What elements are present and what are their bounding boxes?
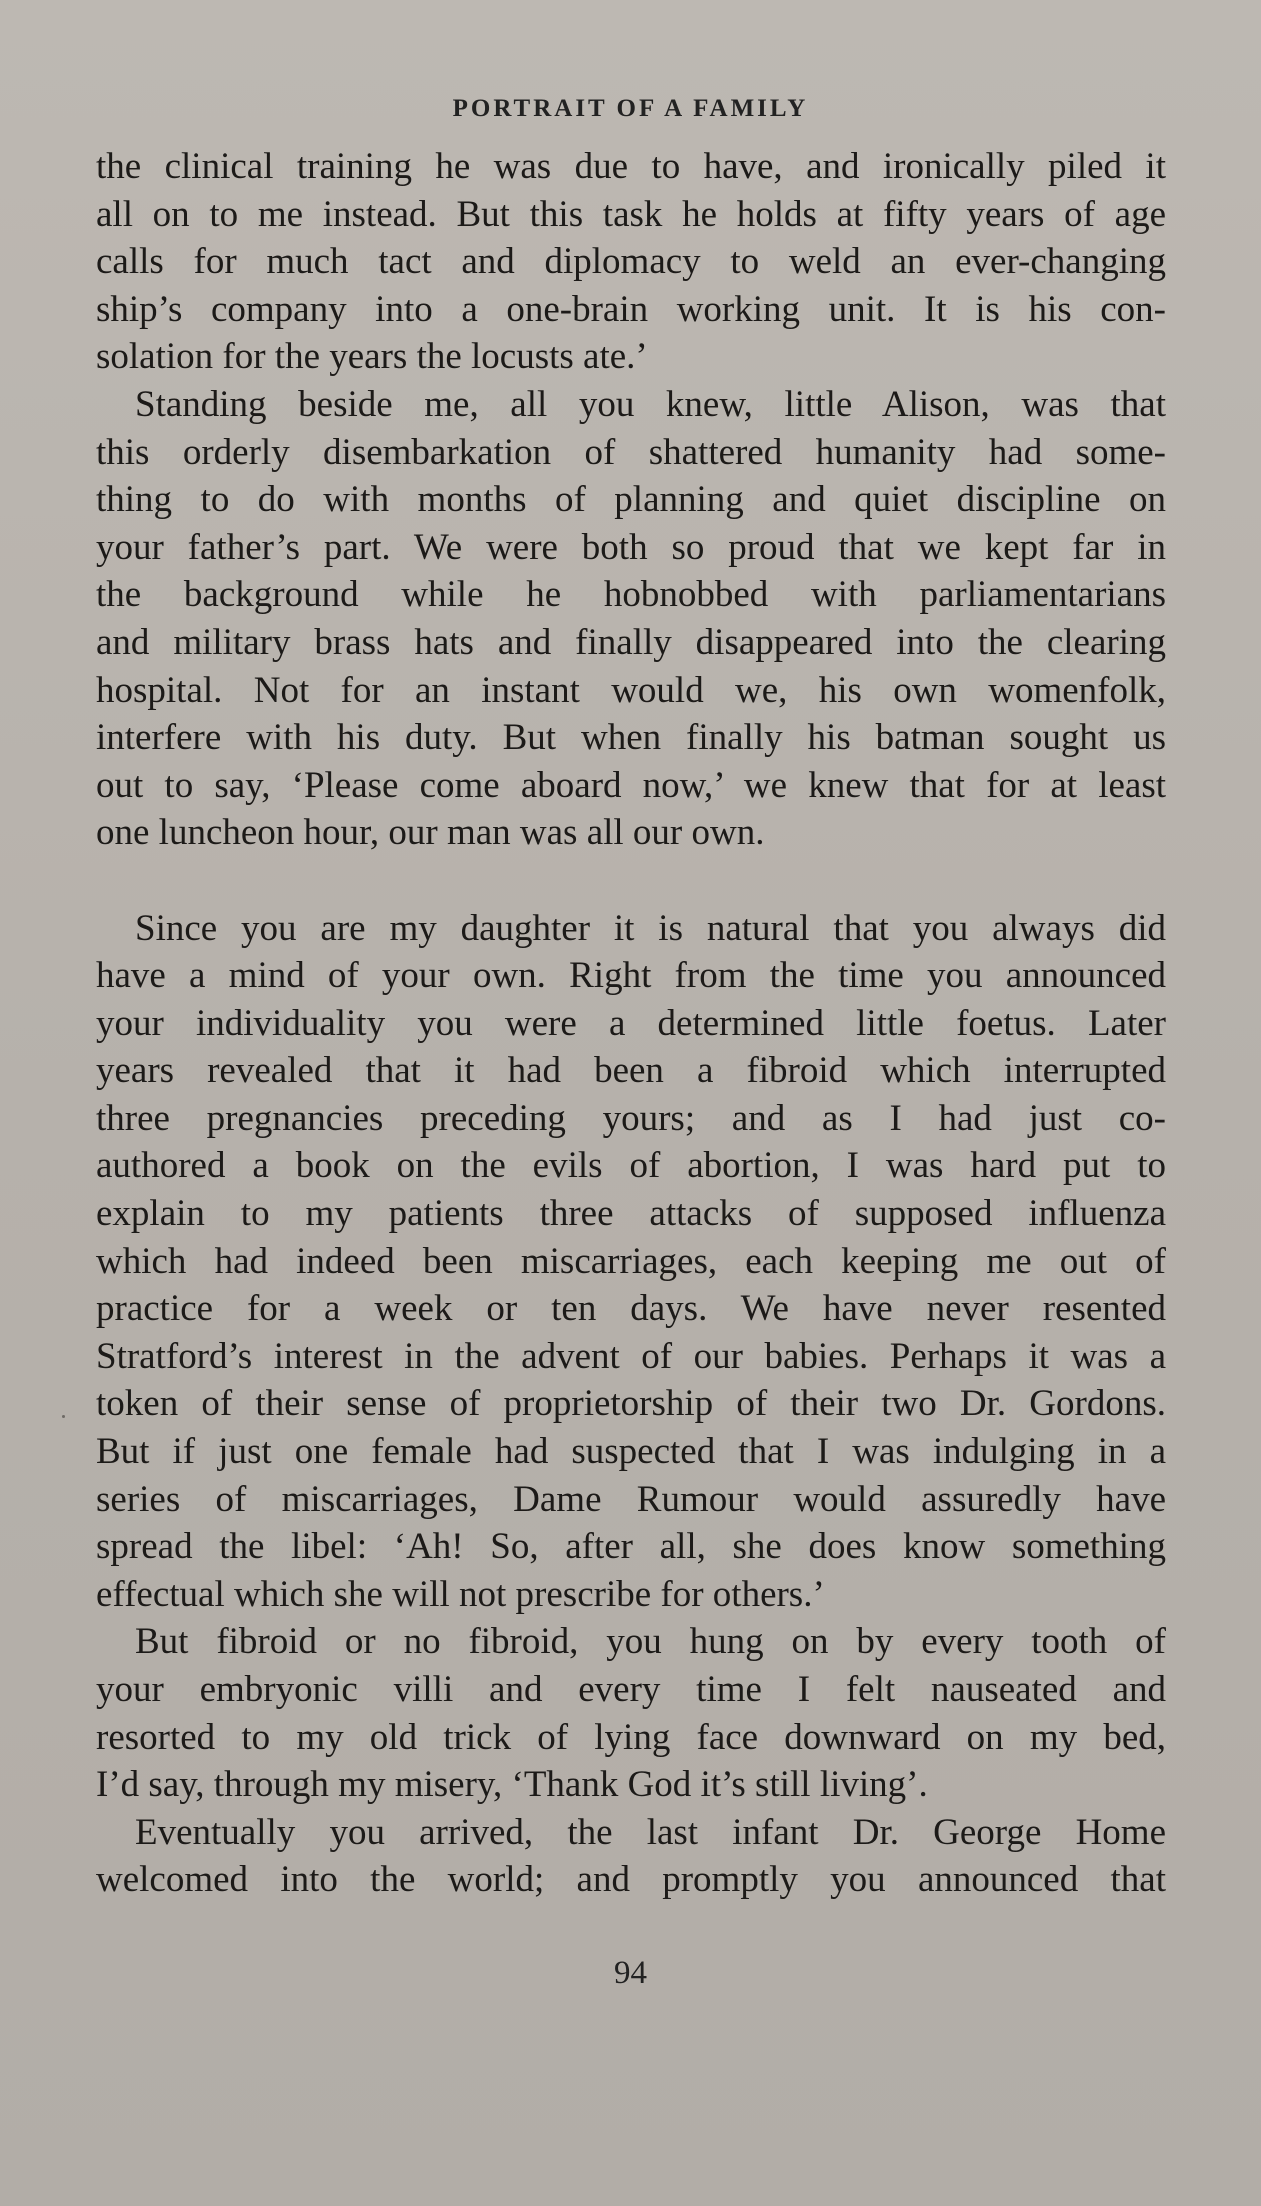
- text-line: interfere with his duty. But when finally his batman sought us: [96, 717, 1166, 759]
- text-line: this orderly disembarkation of shattered humanity had some-: [96, 431, 1166, 473]
- text-line: Eventually you arrived, the last infant Dr. George Home: [135, 1811, 1166, 1853]
- paragraph: [96, 1809, 1166, 1904]
- section-break: [96, 857, 1166, 905]
- text-line: But if just one female had suspected that I was indulging in a: [96, 1431, 1166, 1473]
- text-line: calls for much tact and diplomacy to weld an ever-changing: [96, 241, 1166, 283]
- text-line: Stratford’s interest in the advent of our babies. Perhaps it was a: [96, 1335, 1166, 1377]
- text-line: your individuality you were a determined little foetus. Later: [96, 1002, 1166, 1044]
- text-line: one luncheon hour, our man was all our own.: [96, 812, 765, 854]
- text-line: ship’s company into a one-brain working unit. It is his con-: [96, 288, 1166, 330]
- text-line: and military brass hats and finally disappeared into the clearing: [96, 621, 1166, 663]
- paragraph: [96, 143, 1166, 381]
- text-line: authored a book on the evils of abortion, I was hard put to: [96, 1145, 1166, 1187]
- paragraph: [96, 905, 1166, 1619]
- page-number: 94: [614, 1955, 647, 1991]
- text-line: have a mind of your own. Right from the time you announced: [96, 955, 1166, 997]
- text-line: I’d say, through my misery, ‘Thank God it’s still living’.: [96, 1764, 928, 1806]
- text-line: the clinical training he was due to have, and ironically piled it: [96, 146, 1166, 187]
- text-line: thing to do with months of planning and quiet discipline on: [96, 479, 1166, 521]
- text-line: hospital. Not for an instant would we, his own womenfolk,: [96, 669, 1166, 711]
- text-line: resorted to my old trick of lying face downward on my bed,: [96, 1716, 1166, 1758]
- text-line: But fibroid or no fibroid, you hung on by every tooth of: [135, 1621, 1166, 1663]
- text-line: practice for a week or ten days. We have never resented: [96, 1288, 1166, 1330]
- text-line: token of their sense of proprietorship of their two Dr. Gordons.: [96, 1383, 1166, 1425]
- paragraph: [96, 381, 1166, 857]
- text-line: the background while he hobnobbed with parliamentarians: [96, 574, 1166, 616]
- text-line: your father’s part. We were both so proud that we kept far in: [96, 526, 1166, 568]
- text-line: years revealed that it had been a fibroid which interrupted: [96, 1050, 1166, 1092]
- text-line: spread the libel: ‘Ah! So, after all, she does know something: [96, 1526, 1166, 1568]
- running-title: PORTRAIT OF A FAMILY: [452, 95, 809, 122]
- paragraph: [96, 1618, 1166, 1808]
- text-line: explain to my patients three attacks of supposed influenza: [96, 1193, 1166, 1235]
- text-line: series of miscarriages, Dame Rumour would assuredly have: [96, 1478, 1166, 1520]
- text-line: solation for the years the locusts ate.’: [96, 336, 648, 378]
- text-line: Since you are my daughter it is natural that you always did: [135, 907, 1166, 949]
- text-line: your embryonic villi and every time I felt nauseated and: [96, 1669, 1166, 1710]
- text-line: effectual which she will not prescribe for others.’: [96, 1573, 825, 1615]
- paper-speck: [62, 1415, 65, 1418]
- text-line: three pregnancies preceding yours; and as I had just co-: [96, 1097, 1166, 1139]
- text-line: which had indeed been miscarriages, each keeping me out of: [96, 1240, 1166, 1282]
- body-text: [96, 143, 1166, 1904]
- text-line: welcomed into the world; and promptly you announced that: [96, 1859, 1166, 1901]
- text-line: out to say, ‘Please come aboard now,’ we knew that for at least: [96, 764, 1166, 806]
- text-line: all on to me instead. But this task he holds at fifty years of age: [96, 193, 1166, 235]
- text-line: Standing beside me, all you knew, little Alison, was that: [135, 383, 1166, 425]
